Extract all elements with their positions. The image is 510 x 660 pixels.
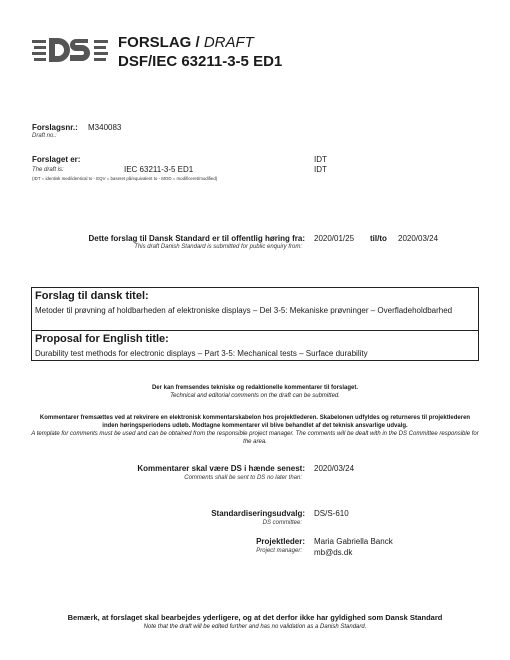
footer-note: Bemærk, at forslaget skal bearbejdes yderligere, og at det derfor ikke har gyldighed som Dansk Standard (67, 613, 443, 622)
committee-value: DS/S-610 (314, 509, 349, 518)
draft-label: DRAFT (203, 34, 254, 51)
forslag-label: FORSLAG / (118, 34, 200, 51)
forslaget-er-label: Forslaget er: (32, 155, 81, 164)
standard-title: DSF/IEC 63211-3-5 ED1 (118, 53, 283, 70)
draft-is-value: IEC 63211-3-5 ED1 (124, 165, 194, 174)
hearing-from-date: 2020/01/25 (314, 234, 355, 243)
hearing-sub: This draft Danish Standard is submitted for public enquiry from: (134, 244, 302, 250)
header-forslag (118, 34, 254, 51)
idt-legend: (IDT = identisk med/identical to - EQV = baseret på/equivalent to - MOD = modificeret/modified) (32, 176, 218, 181)
comments-line2: Kommentarer fremsættes ved at rekvirere en elektronisk kommentarskabelon hos projektlederen. Skabelonen udfyldes og returneres til projektlederen inden høringsperiodens udløb. Modtagne kommentarer vil blive behandlet af det teknisk ansvarlige udvalg. (39, 415, 471, 429)
hearing-to-date: 2020/03/24 (398, 234, 439, 243)
comments-line1: Der kan fremsendes tekniske og redaktionelle kommentarer til forslaget. (151, 385, 359, 391)
comments-line1-en: Technical and editorial comments on the draft can be submitted. (170, 393, 340, 399)
ds-logo (32, 36, 110, 64)
idt-value-2: IDT (314, 165, 327, 174)
manager-name: Maria Gabriella Banck (314, 537, 393, 546)
deadline-value: 2020/03/24 (314, 464, 355, 473)
deadline-sub: Comments shall be sent to DS no later than: (184, 475, 302, 481)
danish-title-text: Metoder til prøvning af holdbarheden af elektroniske displays – Del 3-5: Mekaniske prøvninger – Overfladeholdbarhed (35, 306, 453, 315)
english-title-box (31, 331, 479, 361)
idt-value-1: IDT (314, 155, 327, 164)
english-title-text: Durability test methods for electronic displays – Part 3-5: Mechanical tests – Surface durability (35, 349, 368, 358)
manager-label: Projektleder: (256, 537, 305, 546)
draft-no-label: Draft no.: (32, 133, 57, 139)
danish-title-box (31, 287, 479, 331)
hearing-label: Dette forslag til Dansk Standard er til offentlig høring fra: (88, 234, 305, 243)
footer-note-en: Note that the draft will be edited further and has no validation as a Danish Standard. (143, 624, 367, 630)
manager-sub: Project manager: (256, 548, 302, 554)
english-title-heading: Proposal for English title: (35, 333, 169, 345)
committee-label: Standardiseringsudvalg: (211, 509, 305, 518)
the-draft-is-label: The draft is: (32, 167, 64, 173)
deadline-label: Kommentarer skal være DS i hænde senest: (137, 464, 305, 473)
manager-email[interactable]: mb@ds.dk (314, 548, 353, 557)
forslagsnr-value: M340083 (88, 123, 122, 132)
hearing-til-label: til/to (370, 234, 387, 243)
comments-line2-en: A template for comments must be used and can be obtained from the responsible project manager. The comments will be dealt with in the DS Committee responsible for the area. (31, 431, 479, 445)
committee-sub: DS committee: (262, 520, 302, 526)
forslagsnr-label: Forslagsnr.: (32, 123, 78, 132)
danish-title-heading: Forslag til dansk titel: (35, 290, 149, 302)
